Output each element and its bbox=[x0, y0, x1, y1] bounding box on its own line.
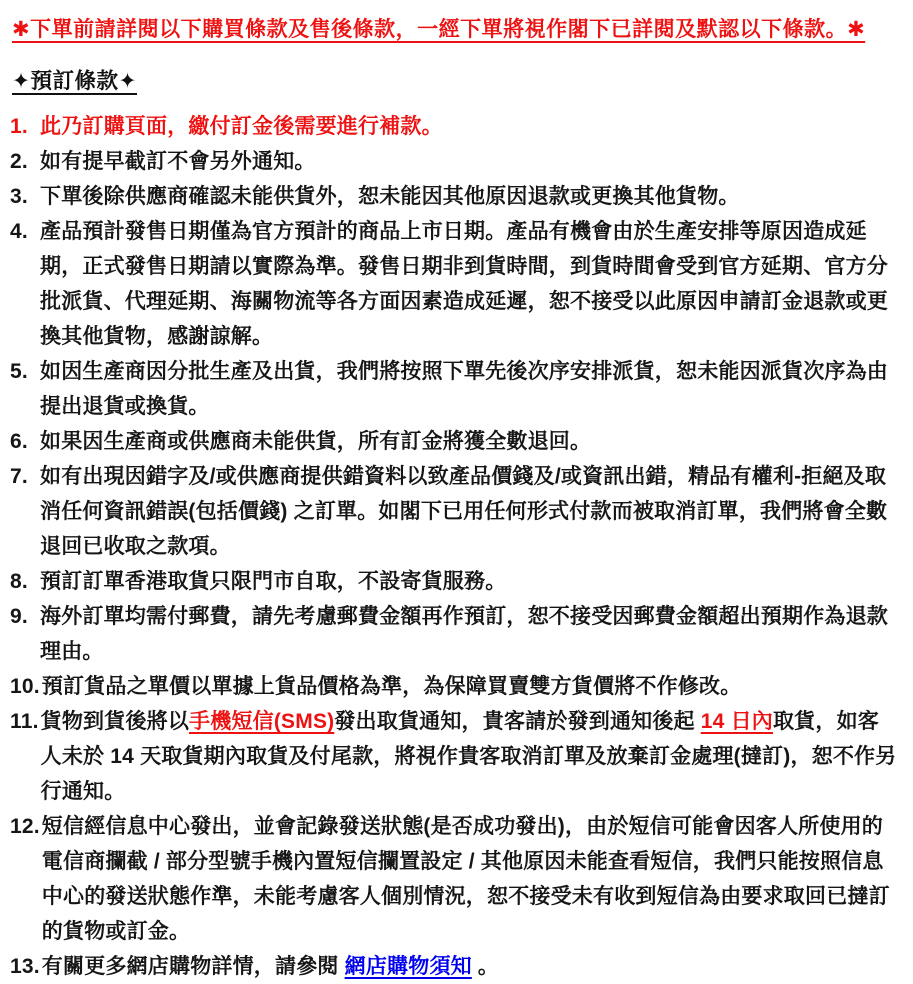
term-text bbox=[40, 214, 899, 354]
term-item bbox=[10, 179, 899, 214]
term-item bbox=[10, 424, 899, 459]
item-number: 13. bbox=[10, 955, 40, 978]
term-text bbox=[40, 144, 899, 179]
purchase-terms-notice: ✱下單前請詳閱以下購買條款及售後條款，一經下單將視作閣下已詳閱及默認以下條款。✱ bbox=[12, 18, 866, 41]
item-number: 7. bbox=[10, 465, 28, 488]
item-number: 12. bbox=[10, 815, 40, 838]
item-number: 10. bbox=[10, 675, 40, 698]
term-text-segment: 發出取貨通知，貴客請於發到通知後起 bbox=[334, 710, 701, 733]
term-text-segment: 預訂訂單香港取貨只限門市自取，不設寄貨服務。 bbox=[40, 570, 507, 593]
term-item bbox=[10, 214, 899, 354]
item-number: 6. bbox=[10, 430, 28, 453]
term-item bbox=[10, 669, 899, 704]
item-number: 2. bbox=[10, 150, 28, 173]
term-item bbox=[10, 144, 899, 179]
item-number: 8. bbox=[10, 570, 28, 593]
term-text bbox=[40, 354, 899, 424]
term-text-segment: 有關更多網店購物詳情，請參閱 bbox=[41, 955, 345, 978]
term-text-segment: 如果因生產商或供應商未能供貨，所有訂金將獲全數退回。 bbox=[40, 430, 592, 453]
term-text-segment: 如因生產商因分批生產及出貨，我們將按照下單先後次序安排派貨，恕未能因派貨次序為由提出退貨或換貨。 bbox=[40, 360, 888, 418]
item-number: 5. bbox=[10, 360, 28, 383]
term-item bbox=[10, 109, 899, 144]
shop-guide-link[interactable]: 網店購物須知 bbox=[344, 955, 472, 978]
term-text bbox=[41, 704, 899, 809]
term-text-segment: 此乃訂購頁面，繳付訂金後需要進行補款。 bbox=[40, 115, 443, 138]
term-item bbox=[10, 564, 899, 599]
term-text bbox=[42, 949, 899, 984]
term-text-segment: 如有出現因錯字及/或供應商提供錯資料以致產品價錢及/或資訊出錯，精品有權利-拒絕及取消任何資訊錯誤(包括價錢) 之訂單。如閣下已用任何形式付款而被取消訂單，我們將會全數退回已收取之款項。 bbox=[40, 465, 888, 558]
term-text-segment: 短信經信息中心發出，並會記錄發送狀態(是否成功發出)，由於短信可能會因客人所使用的電信商攔截 / 部分型號手機內置短信攔置設定 / 其他原因未能查看短信，我們只能按照信息中心的發送狀態作準，未能考慮客人個別情況，恕不接受未有收到短信為由要求取回已撻訂的貨物或訂金。 bbox=[41, 815, 890, 943]
item-number: 4. bbox=[10, 220, 28, 243]
highlighted-term-text: 手機短信(SMS) bbox=[189, 710, 335, 733]
term-item bbox=[10, 599, 899, 669]
term-item bbox=[10, 704, 899, 809]
term-item bbox=[10, 949, 899, 984]
term-item bbox=[10, 459, 899, 564]
term-text bbox=[40, 109, 899, 144]
terms-list bbox=[10, 109, 899, 984]
item-number: 1. bbox=[10, 115, 28, 138]
term-text bbox=[40, 179, 899, 214]
term-text-segment: 海外訂單均需付郵費，請先考慮郵費金額再作預訂，恕不接受因郵費金額超出預期作為退款理由。 bbox=[40, 605, 888, 663]
term-text-segment: 取貨，如客人未於 14 天取貨期內取貨及付尾款，將視作貴客取消訂單及放棄訂金處理(撻訂)，恕不作另行通知。 bbox=[40, 710, 897, 803]
term-text bbox=[40, 599, 899, 669]
item-number: 3. bbox=[10, 185, 28, 208]
term-text bbox=[40, 459, 899, 564]
term-text bbox=[42, 809, 899, 949]
term-item bbox=[10, 809, 899, 949]
term-text bbox=[40, 564, 899, 599]
term-item bbox=[10, 354, 899, 424]
term-text-segment: 。 bbox=[471, 955, 500, 978]
term-text-segment: 產品預計發售日期僅為官方預計的商品上市日期。產品有機會由於生產安排等原因造成延期，正式發售日期請以實際為準。發售日期非到貨時間，到貨時間會受到官方延期、官方分批派貨、代理延期、海關物流等各方面因素造成延遲，恕不接受以此原因申請訂金退款或更換其他貨物，感謝諒解。 bbox=[40, 220, 888, 348]
term-text-segment: 預訂貨品之單價以單據上貨品價格為準，為保障買賣雙方貨價將不作修改。 bbox=[41, 675, 742, 698]
preorder-terms-heading: ✦預訂條款✦ bbox=[12, 69, 138, 93]
term-text bbox=[42, 669, 899, 704]
term-text-segment: 下單後除供應商確認未能供貨外，恕未能因其他原因退款或更換其他貨物。 bbox=[40, 185, 740, 208]
term-text bbox=[40, 424, 899, 459]
item-number: 9. bbox=[10, 605, 28, 628]
item-number: 11. bbox=[10, 710, 39, 733]
term-text-segment: 貨物到貨後將以 bbox=[40, 710, 190, 733]
highlighted-term-text: 14 日內 bbox=[700, 710, 773, 733]
term-text-segment: 如有提早截訂不會另外通知。 bbox=[40, 150, 316, 173]
